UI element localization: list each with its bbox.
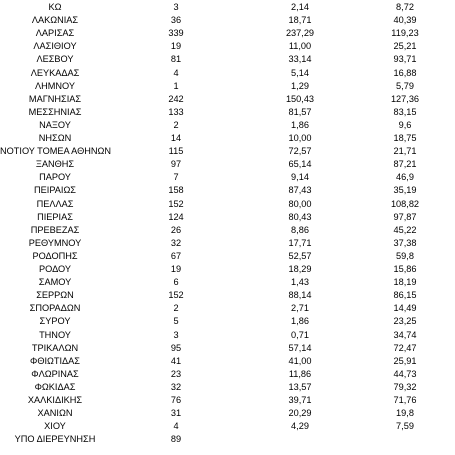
- table-row: [0, 381, 455, 394]
- value-a-cell: [278, 433, 322, 446]
- area-name-cell: ΛΕΣΒΟΥ: [36, 54, 74, 65]
- value-b-cell: 72,47: [393, 342, 417, 353]
- value-a-cell: 11,86: [288, 368, 312, 379]
- cases-cell: 5: [173, 316, 179, 327]
- value-a-cell: 57,14: [288, 342, 312, 353]
- cases-cell: 152: [168, 290, 184, 301]
- value-a-cell: 1,43: [291, 277, 309, 288]
- cases-cell: 89: [170, 434, 182, 445]
- area-name-cell: ΥΠΟ ΔΙΕΡΕΥΝΗΣΗ: [14, 434, 96, 445]
- area-name-cell: ΠΕΙΡΑΙΩΣ: [34, 185, 76, 196]
- table-row: [0, 145, 455, 158]
- table-row: [0, 27, 455, 40]
- cases-cell: 152: [168, 198, 184, 209]
- cases-cell: 124: [168, 211, 184, 222]
- area-name-cell: ΧΑΛΚΙΔΙΚΗΣ: [27, 395, 83, 405]
- value-a-cell: 1,86: [291, 119, 309, 130]
- table-row: [0, 132, 455, 145]
- table-row: [0, 158, 455, 171]
- cases-cell: 19: [170, 264, 182, 274]
- cases-cell: 3: [173, 329, 179, 340]
- area-name-cell: ΝΗΣΩΝ: [38, 133, 72, 143]
- cases-cell: 23: [170, 368, 182, 379]
- area-name-cell: ΚΩ: [48, 2, 62, 12]
- value-b-cell: 18,75: [393, 133, 417, 143]
- value-a-cell: 18,71: [288, 15, 312, 26]
- table-row: [0, 1, 455, 14]
- value-a-cell: 33,14: [288, 54, 312, 65]
- table-row: [0, 93, 455, 106]
- value-b-cell: 8,72: [396, 2, 414, 12]
- cases-cell: 2: [173, 303, 179, 314]
- value-a-cell: 20,29: [288, 408, 312, 419]
- value-a-cell: 41,00: [288, 355, 312, 366]
- cases-cell: 2: [173, 119, 179, 130]
- area-name-cell: ΛΑΣΙΘΙΟΥ: [33, 41, 77, 52]
- value-a-cell: 2,14: [291, 2, 309, 12]
- value-b-cell: 45,22: [393, 224, 417, 235]
- area-name-cell: ΠΙΕΡΙΑΣ: [37, 211, 73, 222]
- value-b-cell: 35,19: [393, 185, 417, 196]
- cases-cell: 67: [170, 250, 182, 261]
- value-b-cell: 19,8: [396, 408, 414, 419]
- area-name-cell: ΛΑΡΙΣΑΣ: [35, 28, 75, 39]
- value-a-cell: 9,14: [291, 172, 309, 183]
- value-b-cell: 79,32: [393, 381, 417, 392]
- table-row: [0, 355, 455, 368]
- value-a-cell: 87,43: [288, 185, 312, 196]
- table-row: [0, 171, 455, 184]
- cases-cell: 339: [168, 28, 184, 39]
- value-a-cell: 2,71: [291, 303, 309, 314]
- value-b-cell: 15,86: [393, 264, 417, 274]
- table-row: [0, 14, 455, 27]
- value-b-cell: 87,21: [393, 159, 417, 170]
- value-a-cell: 11,00: [288, 41, 312, 52]
- value-b-cell: 14,49: [393, 303, 417, 314]
- value-b-cell: 5,79: [396, 80, 414, 91]
- value-a-cell: 80,43: [288, 211, 312, 222]
- area-name-cell: ΧΙΟΥ: [44, 421, 66, 432]
- value-b-cell: 127,36: [390, 93, 420, 104]
- area-name-cell: ΡΕΘΥΜΝΟΥ: [28, 237, 82, 248]
- cases-cell: 4: [173, 421, 179, 432]
- cases-cell: 3: [173, 2, 179, 12]
- value-a-cell: 150,43: [285, 93, 315, 104]
- area-name-cell: ΞΑΝΘΗΣ: [35, 159, 75, 170]
- table-row: [0, 237, 455, 250]
- area-name-cell: ΤΡΙΚΑΛΩΝ: [31, 342, 79, 353]
- cases-cell: 158: [168, 185, 184, 196]
- value-b-cell: 44,73: [393, 368, 417, 379]
- table-row: [0, 250, 455, 263]
- value-b-cell: 34,74: [393, 329, 417, 340]
- value-a-cell: 39,71: [288, 395, 312, 405]
- value-b-cell: 25,91: [393, 355, 417, 366]
- area-name-cell: ΣΠΟΡΑΔΩΝ: [29, 303, 81, 314]
- value-a-cell: 1,29: [291, 80, 309, 91]
- value-a-cell: 1,86: [291, 316, 309, 327]
- table-row: [0, 276, 455, 289]
- table-row: [0, 289, 455, 302]
- cases-cell: 26: [170, 224, 182, 235]
- value-b-cell: 37,38: [393, 237, 417, 248]
- value-b-cell: 71,76: [393, 395, 417, 405]
- value-a-cell: 52,57: [288, 250, 312, 261]
- table-row: [0, 315, 455, 328]
- area-name-cell: ΣΕΡΡΩΝ: [36, 290, 74, 301]
- area-name-cell: ΤΗΝΟΥ: [39, 329, 71, 340]
- cases-cell: 97: [170, 159, 182, 170]
- table-row: [0, 342, 455, 355]
- area-name-cell: ΠΕΛΛΑΣ: [36, 198, 74, 209]
- value-b-cell: 59,8: [396, 250, 414, 261]
- value-a-cell: 0,71: [291, 329, 309, 340]
- value-b-cell: 93,71: [393, 54, 417, 65]
- area-name-cell: ΛΗΜΝΟΥ: [34, 80, 76, 91]
- value-b-cell: 119,23: [391, 28, 419, 39]
- cases-cell: 4: [173, 67, 179, 78]
- table-row: [0, 184, 455, 197]
- value-a-cell: 8,86: [291, 224, 309, 235]
- value-b-cell: 46,9: [396, 172, 414, 183]
- area-name-cell: ΜΑΓΝΗΣΙΑΣ: [28, 93, 82, 104]
- area-name-cell: ΡΟΔΟΥ: [38, 264, 71, 274]
- cases-cell: 76: [170, 395, 182, 405]
- value-b-cell: 97,87: [393, 211, 417, 222]
- value-b-cell: 86,15: [393, 290, 417, 301]
- table-row: [0, 420, 455, 433]
- value-b-cell: 9,6: [398, 119, 412, 130]
- table-row: [0, 433, 455, 446]
- value-b-cell: 21,71: [393, 146, 417, 157]
- area-name-cell: ΠΑΡΟΥ: [39, 172, 71, 183]
- value-a-cell: 10,00: [288, 133, 312, 143]
- area-name-cell: ΝΟΤΙΟΥ ΤΟΜΕΑ ΑΘΗΝΩΝ: [0, 146, 112, 157]
- cases-cell: 7: [173, 172, 179, 183]
- value-b-cell: 7,59: [396, 421, 414, 432]
- table-row: [0, 67, 455, 80]
- value-b-cell: 40,39: [393, 15, 417, 26]
- cases-cell: 14: [170, 133, 182, 143]
- value-b-cell: 16,88: [393, 67, 417, 78]
- table-row: [0, 198, 455, 211]
- table-row: [0, 80, 455, 93]
- table-row: [0, 211, 455, 224]
- table-row: [0, 119, 455, 132]
- cases-cell: 32: [170, 381, 182, 392]
- table-row: [0, 394, 455, 407]
- cases-cell: 242: [168, 93, 184, 104]
- area-name-cell: ΜΕΣΣΗΝΙΑΣ: [28, 106, 82, 117]
- value-a-cell: 17,71: [288, 237, 312, 248]
- area-name-cell: ΛΑΚΩΝΙΑΣ: [31, 15, 79, 26]
- value-a-cell: 81,57: [288, 106, 312, 117]
- table-row: [0, 407, 455, 420]
- cases-cell: 19: [170, 41, 182, 52]
- value-b-cell: 25,21: [393, 41, 417, 52]
- value-b-cell: 83,15: [393, 106, 417, 117]
- value-a-cell: 237,29: [285, 28, 315, 39]
- value-a-cell: 88,14: [288, 290, 312, 301]
- area-name-cell: ΝΑΞΟΥ: [39, 119, 71, 130]
- value-a-cell: 18,29: [288, 264, 312, 274]
- table-row: [0, 40, 455, 53]
- value-b-cell: [380, 433, 430, 446]
- value-b-cell: 108,82: [390, 198, 420, 209]
- cases-cell: 32: [170, 237, 182, 248]
- area-name-cell: ΡΟΔΟΠΗΣ: [32, 250, 78, 261]
- value-a-cell: 5,14: [291, 67, 309, 78]
- cases-cell: 6: [173, 277, 179, 288]
- value-b-cell: 23,25: [393, 316, 417, 327]
- area-name-cell: ΦΛΩΡΙΝΑΣ: [31, 368, 79, 379]
- value-a-cell: 80,00: [288, 198, 312, 209]
- area-name-cell: ΧΑΝΙΩΝ: [37, 408, 73, 419]
- value-a-cell: 4,29: [291, 421, 309, 432]
- area-name-cell: ΣΑΜΟΥ: [38, 277, 72, 288]
- cases-cell: 36: [170, 15, 182, 26]
- value-a-cell: 13,57: [288, 381, 312, 392]
- table-row: [0, 263, 455, 276]
- cases-cell: 133: [168, 106, 184, 117]
- table-row: [0, 106, 455, 119]
- cases-cell: 81: [170, 54, 182, 65]
- cases-cell: 95: [170, 342, 182, 353]
- area-name-cell: ΛΕΥΚΑΔΑΣ: [30, 67, 80, 78]
- cases-cell: 115: [168, 146, 184, 157]
- value-b-cell: 18,19: [393, 277, 417, 288]
- table-row: [0, 224, 455, 237]
- value-a-cell: 72,57: [288, 146, 312, 157]
- area-name-cell: ΣΥΡΟΥ: [39, 316, 71, 327]
- cases-cell: 31: [170, 408, 182, 419]
- table-row: [0, 302, 455, 315]
- table-row: [0, 53, 455, 66]
- table-row: [0, 329, 455, 342]
- table-row: [0, 368, 455, 381]
- area-name-cell: ΦΩΚΙΔΑΣ: [34, 381, 76, 392]
- area-name-cell: ΦΘΙΩΤΙΔΑΣ: [29, 355, 80, 366]
- value-a-cell: 65,14: [288, 159, 312, 170]
- cases-cell: 41: [170, 355, 182, 366]
- area-name-cell: ΠΡΕΒΕΖΑΣ: [30, 224, 80, 235]
- cases-cell: 1: [173, 80, 179, 91]
